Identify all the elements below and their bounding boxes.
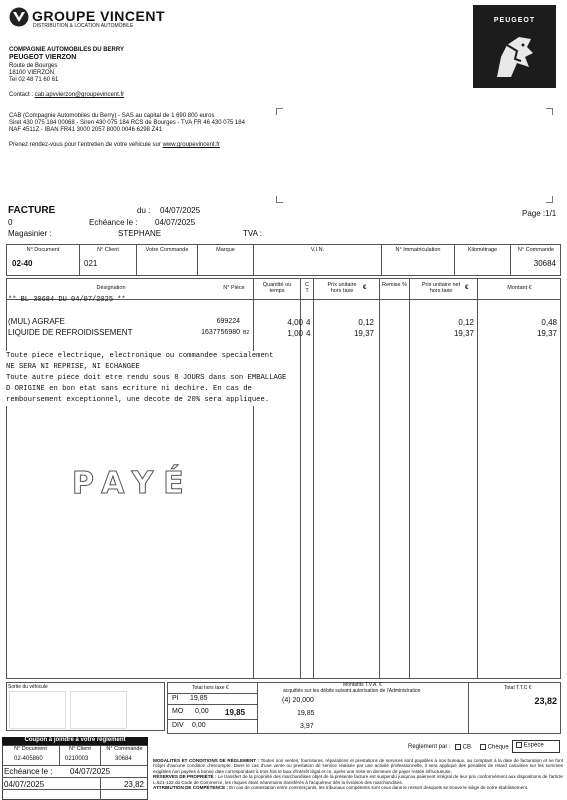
- appointment-text: Prenez rendez-vous pour l'entretien de votre vehicule sur: [9, 142, 163, 148]
- coupon-header-document: N° Document: [14, 746, 47, 752]
- lines-header-pu: Prix unitaire hors taxe: [327, 282, 357, 294]
- contact-label: Contact :: [9, 92, 35, 98]
- du-value: 04/07/2025: [160, 206, 201, 215]
- line-c: 4: [306, 318, 311, 327]
- peugeot-logo-text: PEUGEOT: [493, 17, 536, 24]
- coupon-value-document: 02-405860: [14, 756, 43, 762]
- line-piece: 1637756980: [201, 329, 240, 336]
- magasinier-value: STEPHANE: [118, 229, 162, 238]
- brand-sub: DISTRIBUTION & LOCATION AUTOMOBILE: [33, 23, 134, 29]
- checkbox-icon[interactable]: [480, 744, 486, 750]
- payment-option-label: Chèque: [487, 744, 509, 751]
- address-line-1: Route de Bourges: [9, 63, 58, 69]
- tva-rate: (4) 20,000: [282, 697, 314, 704]
- line-net: 0,12: [458, 318, 474, 327]
- lines-header-ct: C T: [305, 282, 309, 294]
- appointment-line: [9, 142, 220, 149]
- info-header-vin: V.I.N.: [310, 247, 325, 253]
- window-corner-mark: [546, 196, 553, 203]
- phone: Tel 02 48 71 60 61: [9, 77, 59, 83]
- info-value-document: 02-40: [12, 259, 33, 268]
- notice-line: D ORIGINE en bon etat sans ecriture ni dechire. En cas de: [6, 385, 252, 393]
- total-ht-label: Total hors taxe €: [192, 685, 229, 691]
- notice-line: remboursement exceptionnel, une decote de 20% sera appliquee.: [6, 396, 270, 404]
- conditions-title-jurisdiction: ATTRIBUTION DE COMPÉTENCE :: [153, 785, 228, 791]
- page-number: Page :1/1: [522, 209, 557, 218]
- line-qty: 1,00: [287, 329, 303, 338]
- line-pu: 0,12: [358, 318, 374, 327]
- coupon-header-commande: N° Commande: [106, 746, 143, 752]
- pi-label: PI: [172, 695, 179, 702]
- mo-value: 0,00: [195, 708, 209, 715]
- div-label: DIV: [172, 722, 184, 729]
- echeance-label: Echéance le :: [89, 218, 138, 227]
- du-label: du :: [137, 206, 151, 215]
- lines-header-remise: Remise %: [381, 282, 408, 288]
- window-corner-mark: [276, 108, 283, 115]
- tva-label: TVA :: [243, 229, 262, 238]
- total-ttc-value: 23,82: [534, 696, 557, 706]
- coupon-title: Coupon à joindre à votre règlement: [2, 737, 148, 745]
- line-c: 4: [306, 329, 311, 338]
- paid-stamp: PAYÉ: [72, 466, 194, 501]
- sortie-label: Sortie du véhicule: [8, 684, 48, 690]
- checkbox-icon[interactable]: [516, 742, 522, 748]
- info-header-client: N° Client: [97, 247, 119, 253]
- payment-option-espece[interactable]: [512, 740, 560, 753]
- vincent-logo-icon: [9, 7, 29, 27]
- tva-amounts-label: Montants T.V.A. €: [343, 682, 382, 688]
- info-header-marque: Marque: [216, 247, 235, 253]
- info-value-client: 021: [84, 259, 98, 268]
- mo-label: MO: [172, 708, 184, 715]
- dealer-name: PEUGEOT VIERZON: [9, 54, 77, 61]
- coupon-date: 04/07/2025: [4, 780, 45, 789]
- legal-line-2: Siret 430 075 184 00068 - Siren 430 075 184 RCS de Bourges - TVA FR 46 430 075 184: [9, 120, 245, 126]
- brand-main: GROUPE VINCENT: [32, 8, 166, 24]
- conditions-title-ownership: RÉSERVES DE PROPRIÉTÉ :: [153, 774, 217, 780]
- lines-header-qty: Quantité ou temps: [262, 282, 292, 294]
- legal-line-1: CAB (Compagnie Automobiles du Berry) - SAS au capital de 1 690 800 euros: [9, 113, 215, 119]
- coupon-value-commande: 30684: [115, 756, 132, 762]
- payment-option-cb[interactable]: [455, 744, 471, 752]
- payment-option-cheque[interactable]: [480, 744, 509, 752]
- window-corner-mark: [546, 108, 553, 115]
- sortie-field: [9, 691, 66, 729]
- line-designation: LIQUIDE DE REFROIDISSEMENT: [8, 328, 133, 337]
- peugeot-logo: [473, 5, 556, 88]
- notice-line: Toute piece electrique, electronique ou commandee specialement: [6, 352, 274, 360]
- info-header-commande: Votre Commande: [145, 247, 189, 253]
- div-value: 0,00: [192, 722, 206, 729]
- lion-icon: [487, 27, 542, 82]
- info-value-ncommande: 30684: [533, 259, 556, 268]
- bl-reference: ** BL 30684 DU 04/07/2025 **: [8, 296, 126, 304]
- line-piece: 699224: [216, 318, 240, 325]
- line-designation: (MUL) AGRAFE: [8, 317, 65, 326]
- legal-name: COMPAGNIE AUTOMOBILES DU BERRY: [9, 47, 125, 53]
- notice-line: NE SERA NI REPRISE, NI ECHANGEE: [6, 363, 140, 371]
- appointment-link[interactable]: www.groupevincent.fr: [162, 142, 220, 148]
- coupon-value-client: 0210003: [65, 756, 89, 762]
- magasinier-label: Magasinier :: [8, 229, 52, 238]
- line-montant: 19,37: [536, 329, 557, 338]
- contact-email[interactable]: cab.apvvierzon@groupevincent.fr: [34, 92, 125, 98]
- line-pu: 19,37: [353, 329, 374, 338]
- lines-header-pu-cur: €: [363, 285, 367, 291]
- contact-line: [9, 92, 124, 99]
- conditions-jurisdiction: En cas de contestation entre commerçants, les tribunaux compétents sont ceux dans le ressort desquels se trouve le siège de notre établissement.: [229, 785, 529, 791]
- window-corner-mark: [276, 196, 283, 203]
- line-montant: 0,48: [541, 318, 557, 327]
- info-header-immat: N° Immatriculation: [395, 247, 441, 253]
- info-header-ncommande: N° Commande: [517, 247, 555, 253]
- info-header-km: Kilométrage: [467, 247, 498, 253]
- conditions-payment: Toutes nos ventes, fournitures, réparations et prestations de services sont payables à nos bureaux, au comptant à la date de facturation et ne font l'objet d'aucune condition d'escompte. Dans le cas d'une vente ou prestation de service réalisée par une activité professionnelle, il sera appliqué des pénalités de retard calculées sur les sommes exigibles non payées à bonne date correspondant à trois fois le taux d'intérêt légal et ce, après une mise en demeure de payer restée infructueuse.: [153, 758, 563, 774]
- coupon-header-client: N° Client: [69, 746, 91, 752]
- sortie-field: [70, 691, 127, 729]
- lines-header-designation: Désignation: [96, 285, 126, 291]
- groupe-vincent-logo: [9, 7, 29, 27]
- checkbox-icon[interactable]: [455, 744, 461, 750]
- tva-base: 19,85: [297, 710, 315, 717]
- payment-label: Reglement par :: [408, 744, 451, 750]
- lines-header-montant: Montant €: [507, 285, 532, 291]
- echeance-value: 04/07/2025: [155, 218, 196, 227]
- invoice-title: FACTURE: [8, 205, 56, 216]
- address-line-2: 18100 VIERZON: [9, 70, 55, 76]
- coupon-amount: 23,82: [123, 780, 144, 789]
- total-ttc-label: Total T.T.C €: [504, 685, 532, 691]
- return-notice: [6, 351, 288, 406]
- line-qty: 4,00: [287, 318, 303, 327]
- legal-line-3: NAF 4511Z - IBAN FR41 3000 2057 8000 0046 6298 Z41: [9, 127, 162, 133]
- info-header-document: N° Document: [26, 247, 60, 253]
- tva-amount: 3,97: [300, 723, 314, 730]
- payment-option-label: CB: [462, 744, 472, 751]
- lines-header-net: Prix unitaire net hors taxe: [421, 282, 461, 294]
- tva-amounts-sub: acquittés sur les débits suivant autorisation de l'Administration: [283, 688, 421, 694]
- payment-option-label: Espèce: [523, 742, 544, 749]
- total-ht-value: 19,85: [225, 708, 246, 717]
- coupon-echeance-value: 04/07/2025: [70, 767, 111, 776]
- pi-value: 19,85: [190, 695, 208, 702]
- line-net: 19,37: [453, 329, 474, 338]
- lines-header-net-cur: €: [465, 285, 469, 291]
- conditions-title-payment: MODALITÉS ET CONDITIONS DE RÈGLEMENT :: [153, 758, 260, 763]
- conditions-ownership: Le transfert de la propriété des marchandises objet de la présente facture est suspendu jusqu'au paiement intégral de leur prix conformément aux dispositions de l'article L.621-122 du Code de Commerce, les risques étant néanmoins transférés à l'acquéreur dès la livraison des marchandises.: [153, 774, 563, 785]
- zero-value: 0: [8, 218, 13, 227]
- coupon-echeance-label: Echéance le :: [4, 767, 53, 776]
- conditions-text: [153, 758, 563, 800]
- lines-header-piece: N° Pièce: [223, 285, 245, 291]
- notice-line: Toute autre piece doit etre rendu sous 8 JOURS dans son EMBALLAGE: [6, 374, 287, 382]
- line-flag: B2: [243, 330, 250, 336]
